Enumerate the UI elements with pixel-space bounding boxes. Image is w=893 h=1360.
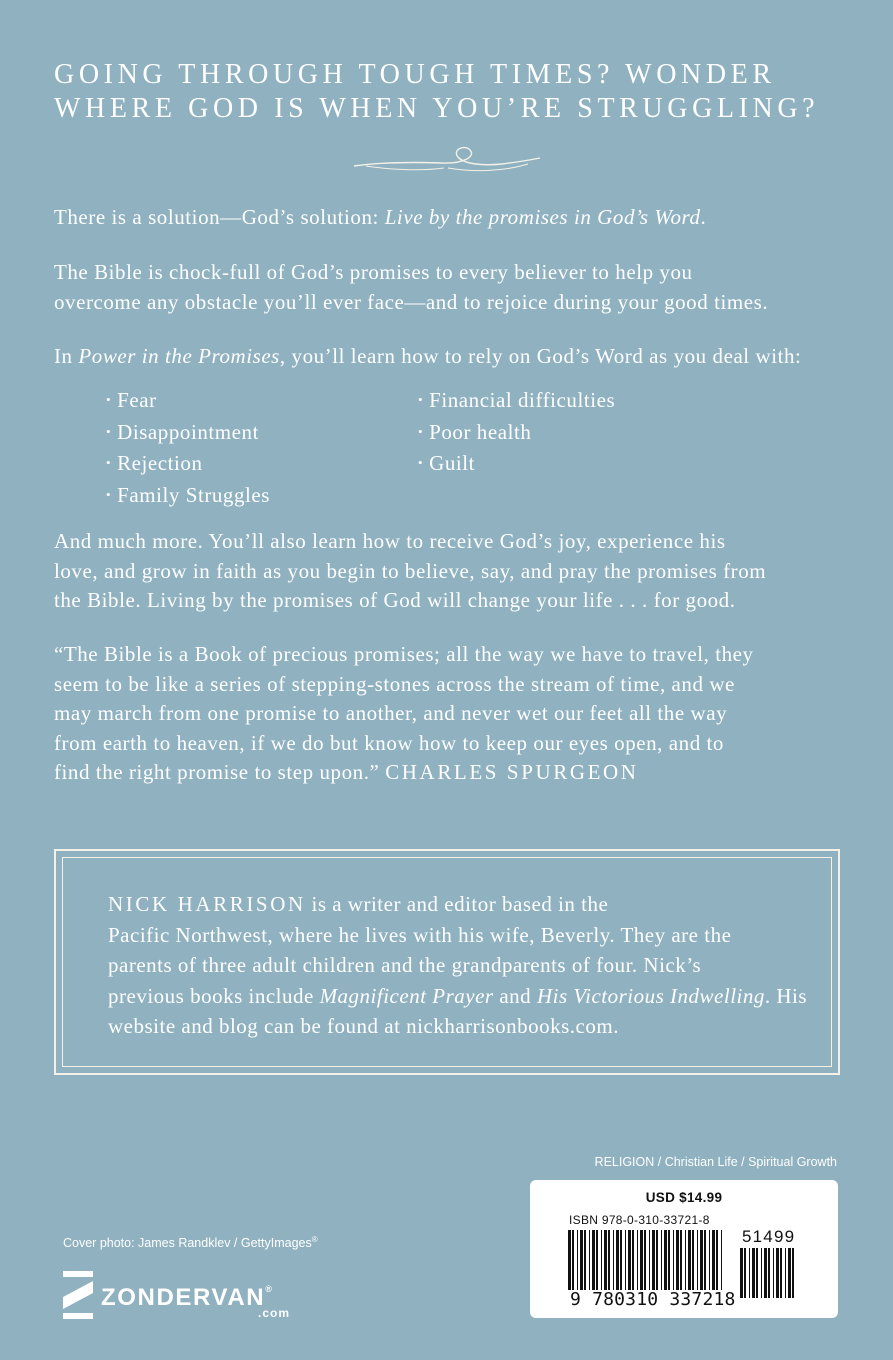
bible-paragraph [54, 258, 854, 317]
barcode-bar [568, 1230, 571, 1290]
more-line-1: And much more. You’ll also learn how to receive God’s joy, experience his [54, 529, 726, 553]
barcode-bar [740, 1248, 743, 1298]
barcode-bar [601, 1230, 602, 1290]
barcode-bar [680, 1230, 682, 1290]
barcode-bar [676, 1230, 679, 1290]
headline-line-2: WHERE GOD IS WHEN YOU’RE STRUGGLING? [54, 93, 820, 124]
intro-italic: Live by the promises in God’s Word [384, 205, 701, 229]
isbn-label: ISBN 978-0-310-33721-8 [569, 1213, 710, 1227]
quote-line-2: seem to be like a series of stepping-stones across the stream of time, and we [54, 671, 735, 696]
barcode-bar [780, 1248, 782, 1298]
learn-paragraph [54, 342, 854, 372]
flourish-icon [352, 144, 542, 184]
bullet-list-left [106, 386, 270, 512]
photo-credit-text: Cover photo: James Randklev / GettyImages [63, 1236, 312, 1251]
list-item: • Family Struggles [106, 481, 270, 513]
barcode-bar [785, 1248, 786, 1298]
addon-digits: 51499 [742, 1227, 796, 1246]
publisher-name [101, 1280, 273, 1311]
barcode-bar [756, 1248, 758, 1298]
book-title-italic: Power in the Promises [78, 344, 280, 368]
intro-end: . [700, 205, 707, 229]
barcode-bar [637, 1230, 638, 1290]
barcode-bar [721, 1230, 722, 1290]
intro-lead: There is a solution—God’s solution: [54, 205, 385, 229]
barcode-bar [668, 1230, 670, 1290]
barcode-bar [661, 1230, 662, 1290]
list-item: • Financial difficulties [418, 386, 615, 418]
barcode-bar [692, 1230, 694, 1290]
barcode-bar [632, 1230, 634, 1290]
bio-line-3: parents of three adult children and the grandparents of four. Nick’s [108, 953, 702, 977]
list-item: • Poor health [418, 418, 615, 450]
bullet-list-right [418, 386, 615, 481]
more-paragraph [54, 527, 854, 616]
more-line-3: the Bible. Living by the promises of God will change your life . . . for good. [54, 588, 736, 612]
quote-paragraph [54, 640, 854, 788]
bio-line-2: Pacific Northwest, where he lives with his wife, Beverly. They are the [108, 922, 732, 947]
barcode-panel [530, 1180, 838, 1318]
photo-credit [63, 1235, 318, 1250]
barcode-bar [700, 1230, 703, 1290]
registered-mark: ® [311, 1235, 318, 1244]
quote-line-1: “The Bible is a Book of precious promises; all the way we have to travel, they [54, 642, 754, 666]
barcode-bar [613, 1230, 614, 1290]
book-title-1: Magnificent Prayer [319, 983, 494, 1008]
ean-digits: 9 780310 337218 [570, 1289, 736, 1310]
barcode-bar [572, 1230, 574, 1290]
author-bio [108, 889, 828, 1042]
barcode-bar [608, 1230, 610, 1290]
quote-attribution: CHARLES SPURGEON [385, 760, 639, 784]
quote-line-4: from earth to heaven, if we do but know how to keep our eyes open, and to [54, 730, 724, 755]
barcode-bar [577, 1230, 578, 1290]
barcode-bar [616, 1230, 619, 1290]
barcode-bar [704, 1230, 706, 1290]
barcode-bar [620, 1230, 622, 1290]
learn-lead: In [54, 344, 79, 368]
barcode-bar [744, 1248, 746, 1298]
category-label: RELIGION / Christian Life / Spiritual Growth [594, 1155, 837, 1169]
bio-line-4-end: . His [764, 983, 808, 1008]
barcode-bar [685, 1230, 686, 1290]
barcode-bar [776, 1248, 779, 1298]
barcode-bar [752, 1248, 755, 1298]
barcode-bar [589, 1230, 590, 1290]
bible-line-2: overcome any obstacle you’ll ever face—and to rejoice during your good times. [54, 289, 769, 314]
learn-end: , you’ll learn how to rely on God’s Word as you deal with: [279, 344, 802, 368]
barcode-bar [688, 1230, 691, 1290]
bible-line-1: The Bible is chock-full of God’s promises to every believer to help you [54, 260, 693, 284]
publisher-registered-mark: ® [265, 1284, 274, 1294]
list-item: • Guilt [418, 449, 615, 481]
barcode-bar [664, 1230, 667, 1290]
list-item: • Fear [106, 386, 270, 418]
barcode-bar [764, 1248, 767, 1298]
barcode-bar [749, 1248, 750, 1298]
barcode-bar [644, 1230, 646, 1290]
barcode-bar [640, 1230, 643, 1290]
list-item: • Rejection [106, 449, 270, 481]
list-item: • Disappointment [106, 418, 270, 450]
barcode-bar [596, 1230, 598, 1290]
barcode-bar [604, 1230, 607, 1290]
barcode-bar [761, 1248, 762, 1298]
barcode-bar [580, 1230, 583, 1290]
barcode-bar [709, 1230, 710, 1290]
bio-line-1: is a writer and editor based in the [305, 892, 609, 916]
more-line-2: love, and grow in faith as you begin to believe, say, and pray the promises from [54, 558, 767, 583]
bio-line-4-lead: previous books include [108, 983, 320, 1008]
barcode-bar [628, 1230, 631, 1290]
quote-line-3: may march from one promise to another, and never wet our feet all the way [54, 701, 728, 725]
publisher-wordmark: ZONDERVAN [101, 1284, 266, 1311]
barcode-bar [649, 1230, 650, 1290]
barcode-bar [584, 1230, 586, 1290]
headline-line-1: GOING THROUGH TOUGH TIMES? WONDER [54, 59, 776, 90]
barcode-bar [792, 1248, 794, 1298]
barcode-bar [656, 1230, 658, 1290]
publisher-domain: .com [258, 1306, 291, 1320]
addon-barcode [740, 1248, 796, 1298]
ean-barcode [568, 1230, 726, 1290]
barcode-bar [773, 1248, 774, 1298]
headline [54, 58, 844, 126]
bio-line-5: website and blog can be found at nickharrisonbooks.com. [108, 1014, 619, 1038]
barcode-bar [788, 1248, 791, 1298]
barcode-bar [673, 1230, 674, 1290]
intro-paragraph [54, 203, 854, 233]
barcode-bar [592, 1230, 595, 1290]
barcode-bar [625, 1230, 626, 1290]
quote-line-5: find the right promise to step upon.” [54, 760, 386, 784]
author-name: NICK HARRISON [108, 892, 306, 916]
bio-line-4-mid: and [493, 983, 537, 1008]
zondervan-logo-icon [63, 1271, 93, 1319]
book-title-2: His Victorious Indwelling [536, 983, 765, 1008]
barcode-bar [697, 1230, 698, 1290]
barcode-bar [652, 1230, 655, 1290]
price-label: USD $14.99 [645, 1190, 723, 1205]
barcode-bar [768, 1248, 770, 1298]
barcode-bar [716, 1230, 718, 1290]
barcode-bar [712, 1230, 715, 1290]
